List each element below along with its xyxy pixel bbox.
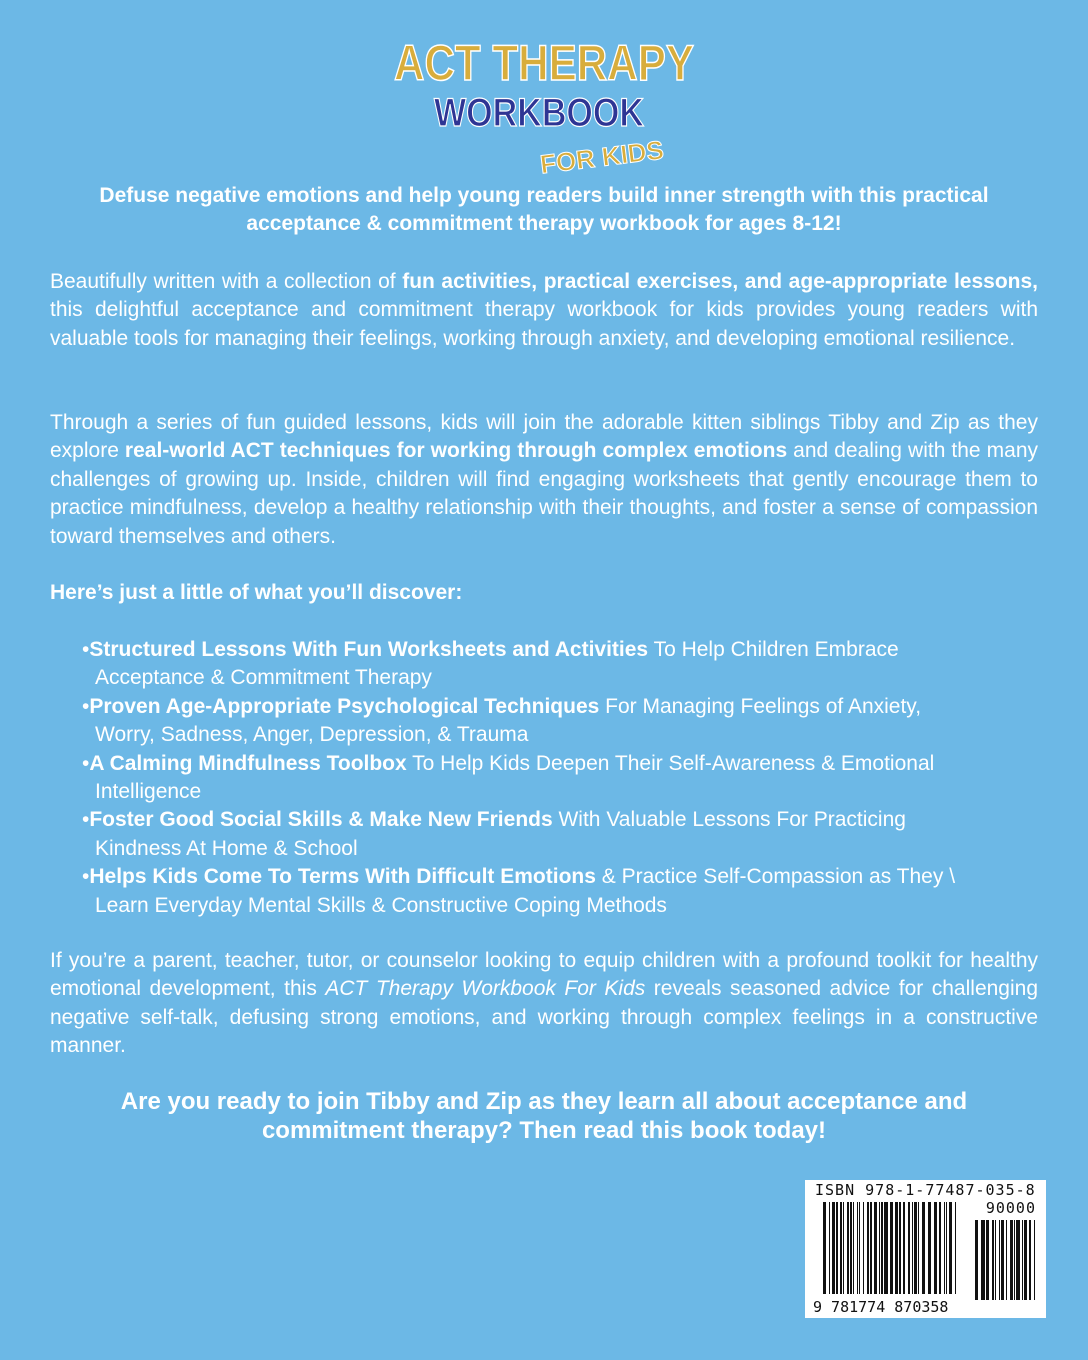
text: reveals seasoned advice for challenging negative self-talk, defusing strong emotions, and working through complex feelings in a constructive manner.: [50, 977, 1039, 1058]
barcode-bar: [840, 1202, 842, 1294]
bullet-continuation: Acceptance & Commitment Therapy: [95, 666, 432, 690]
bullet-item: •Proven Age-Appropriate Psychological Techniques For Managing Feelings of Anxiety, Worry, Sadness, Anger, Depression, & Trauma: [82, 693, 1078, 750]
barcode-bar: [1024, 1220, 1027, 1300]
barcode-bar: [934, 1202, 937, 1294]
barcode-bar: [995, 1220, 996, 1300]
bullet-item: •Structured Lessons With Fun Worksheets and Activities To Help Children Embrace Acceptance & Commitment Therapy: [82, 636, 1078, 693]
barcode-bar: [1029, 1220, 1031, 1300]
text: and dealing with the many challenges of growing up. Inside, children will find engaging worksheets that gently encourage them to practice mindfulness, develop a healthy relationship with their thoughts, and foster a sense of compassion toward themselves and others.: [50, 439, 1038, 548]
barcode-bar: [1016, 1220, 1020, 1300]
barcode-bar: [843, 1202, 844, 1294]
barcode-bar: [899, 1202, 901, 1294]
barcode-bar: [999, 1220, 1000, 1300]
bullet-item: •A Calming Mindfulness Toolbox To Help Kids Deepen Their Self-Awareness & Emotional Intelligence: [82, 750, 1078, 807]
bold-text: fun activities, practical exercises, and age-appropriate lessons,: [402, 270, 1038, 293]
addon-barcode-bars: [975, 1220, 1038, 1300]
bullet-item: •Foster Good Social Skills & Make New Friends With Valuable Lessons For Practicing Kindness At Home & School: [82, 806, 1078, 863]
barcode-bar: [949, 1202, 952, 1294]
barcode-bar: [914, 1202, 917, 1294]
barcode-bar: [884, 1202, 888, 1294]
barcode-bar: [847, 1202, 849, 1294]
bullet-continuation: Learn Everyday Mental Skills & Constructive Coping Methods: [95, 893, 667, 917]
bullet-bold: Proven Age-Appropriate Psychological Techniques: [89, 694, 600, 718]
barcode-bar: [981, 1220, 985, 1300]
barcode-bar: [975, 1220, 978, 1300]
barcode-bar: [879, 1202, 880, 1294]
bullet-text: & Practice Self-Compassion as They \: [595, 865, 956, 889]
barcode-bar: [918, 1202, 919, 1294]
book-logo: [0, 28, 1088, 180]
bold-text: real-world ACT techniques for working through complex emotions: [124, 439, 788, 463]
barcode-bar: [829, 1202, 830, 1294]
logo-line-3: FOR KIDS: [538, 134, 666, 180]
barcode-bar: [922, 1202, 925, 1294]
text: Beautifully written with a collection of: [50, 270, 403, 293]
barcode-bar: [870, 1202, 872, 1294]
barcode-bar: [874, 1202, 877, 1294]
price-code: 90000: [985, 1199, 1036, 1217]
text: this delightful acceptance and commitment therapy workbook for kids provides young readers with valuable tools for managing their feelings, working through anxiety, and developing emotional resilience.: [50, 298, 1038, 350]
barcode-bar: [908, 1202, 910, 1294]
barcode-bar: [903, 1202, 905, 1294]
barcode-bar: [1014, 1220, 1015, 1300]
bullet-bold: A Calming Mindfulness Toolbox: [89, 751, 407, 775]
barcode-bar: [859, 1202, 860, 1294]
bullet-text: To Help Children Embrace: [648, 638, 899, 661]
bullet-bold: Structured Lessons With Fun Worksheets and Activities: [89, 638, 649, 661]
barcode-bar: [867, 1202, 869, 1294]
text: Through a series of fun guided lessons, kids will join the adorable kitten siblings Tibby and Zip as they explore: [50, 411, 1038, 463]
bullet-bold: Helps Kids Come To Terms With Difficult Emotions: [89, 865, 596, 889]
barcode-bar: [1010, 1220, 1013, 1300]
barcode-bar: [890, 1202, 893, 1294]
bullet-continuation: Kindness At Home & School: [95, 836, 358, 860]
bullet-continuation: Worry, Sadness, Anger, Depression, & Trauma: [95, 723, 529, 747]
barcode-bar: [939, 1202, 941, 1294]
bullet-continuation: Intelligence: [95, 780, 202, 804]
barcode-bar: [1001, 1220, 1004, 1300]
barcode-bar: [944, 1202, 945, 1294]
logo-line-2: WORKBOOK: [434, 91, 645, 135]
barcode-bar: [955, 1202, 956, 1294]
closing-call-to-action: Are you ready to join Tibby and Zip as they learn all about acceptance and commitment therapy? Then read this book today!: [120, 1088, 968, 1144]
barcode-bar: [823, 1202, 826, 1294]
bullet-text: With Valuable Lessons For Practicing: [552, 808, 906, 832]
paragraph-3: [50, 947, 1038, 1061]
discover-heading: Here’s just a little of what you’ll discover:: [50, 581, 463, 604]
bullet-text: For Managing Feelings of Anxiety,: [599, 694, 922, 718]
barcode-bar: [946, 1202, 947, 1294]
barcode-bar: [850, 1202, 852, 1294]
barcode-bar: [836, 1202, 838, 1294]
barcode-bar: [992, 1220, 994, 1300]
barcode-bar: [832, 1202, 835, 1294]
isbn-text: ISBN 978-1-77487-035-8: [815, 1181, 1036, 1199]
bullet-text: To Help Kids Deepen Their Self-Awareness & Emotional: [406, 751, 935, 775]
logo-line-1: ACT THERAPY: [394, 35, 694, 91]
bullet-item: •Helps Kids Come To Terms With Difficult Emotions & Practice Self-Compassion as They \ Learn Everyday Mental Skills & Constructive Coping Methods: [82, 863, 1078, 920]
barcode-bar: [881, 1202, 883, 1294]
barcode-bar: [928, 1202, 931, 1294]
barcode-bar: [857, 1202, 858, 1294]
bullet-bold: Foster Good Social Skills & Make New Friends: [89, 808, 553, 832]
barcode-bar: [853, 1202, 854, 1294]
barcode-bar: [895, 1202, 898, 1294]
barcode-bar: [1006, 1220, 1007, 1300]
text: If you’re a parent, teacher, tutor, or counselor looking to equip children with a profound toolkit for healthy emotional development, this: [50, 949, 1038, 1001]
barcode-bar: [912, 1202, 913, 1294]
headline: Defuse negative emotions and help young readers build inner strength with this practical acceptance & commitment therapy workbook for ages 8-12!: [99, 184, 989, 236]
isbn-barcode: [805, 1180, 1046, 1318]
paragraph-2: [50, 409, 1038, 551]
italic-title: ACT Therapy Workbook For Kids: [325, 977, 646, 1001]
barcode-bar: [863, 1202, 864, 1294]
barcode-bar: [1022, 1220, 1023, 1300]
barcode-bars: [823, 1202, 961, 1294]
barcode-bar: [1034, 1220, 1035, 1300]
ean-number: 9 781774 870358: [813, 1298, 949, 1316]
paragraph-1: [50, 268, 1038, 353]
bullet-list: [82, 636, 1078, 920]
barcode-bar: [986, 1220, 989, 1300]
